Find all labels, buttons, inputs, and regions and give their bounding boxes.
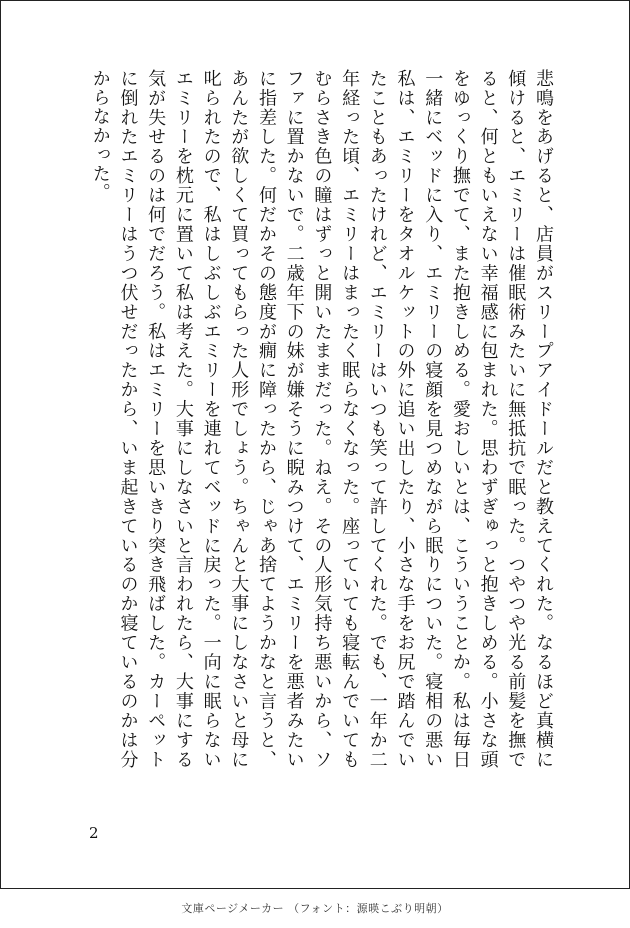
body-text: 悲鳴をあげると、店員がスリープアイドールだと教えてくれた。なるほど真横に傾けると、エミリーは催眠術みたいに無抵抗で眠った。つやつや光る前髪を撫でると、何ともいえない幸福感に包まれた。思わずぎゅっと抱きしめる。小さな頭をゆっくり撫でて、また抱きしめる。愛おしいとは、こういうことか。私は毎日一緒にベッドに入り、エミリーの寝顔を見つめながら眠りについた。寝相の悪い私は、エミリーをタオルケットの外に追い出したり、小さな手をお尻で踏んでいたこともあったけれど、エミリーはいつも笑って許してくれた。でも、一年か二年経った頃、エミリーはまったく眠らなくなった。座っていても寝転んでいてもむらさき色の瞳はずっと開いたままだった。ねえ。その人形気持ち悪いから、ソファに置かないで。二歳年下の妹が嫌そうに睨みつけて、エミリーを悪者みたいに指差した。何だかその態度が癇に障ったから、じゃあ捨てようかなと言うと、あんたが欲しくて買ってもらった人形でしょう。ちゃんと大事にしなさいと母に叱られたので、私はしぶしぶエミリーを連れてベッドに戻った。一向に眠らないエミリーを枕元に置いて私は考えた。大事にしなさいと言われたら、大事にする気が失せるのは何でだろう。私はエミリーを思いきり突き飛ばした。カーペットに倒れたエミリーはうつ伏せだったから、いま起きているのか寝ているのかは分からなかった。 — [89, 69, 554, 769]
page-number: 2 — [89, 824, 99, 842]
footer-credit: 文庫ページメーカー （フォント：源暎こぶり明朝） — [181, 902, 449, 915]
